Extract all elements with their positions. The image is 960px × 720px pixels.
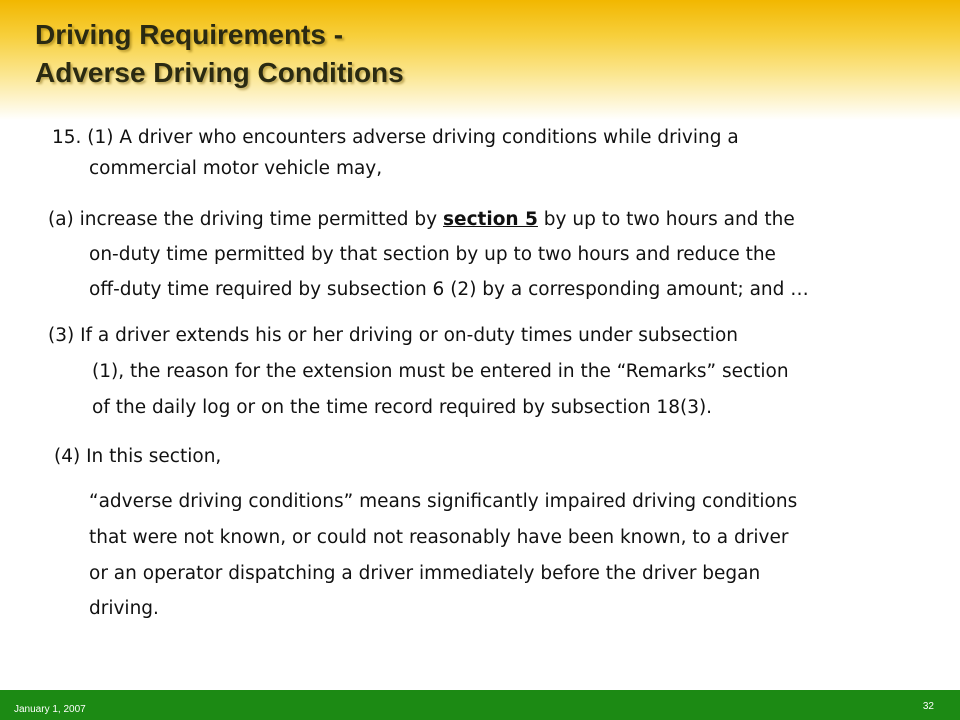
para-3-line-3: of the daily log or on the time record required by subsection 18(3).	[92, 397, 713, 418]
para-a-line-3: off-duty time required by subsection 6 (2) by a corresponding amount; and …	[89, 279, 809, 300]
definition-line-4: driving.	[89, 598, 159, 619]
definition-line-3: or an operator dispatching a driver immediately before the driver began	[89, 563, 761, 584]
para-4-line-1: (4) In this section,	[54, 446, 222, 467]
para-15-line-2: commercial motor vehicle may,	[89, 158, 383, 179]
definition-line-1: “adverse driving conditions” means significantly impaired driving conditions	[89, 491, 798, 512]
title-line-2: Adverse Driving Conditions	[35, 57, 404, 88]
footer-bar	[0, 690, 960, 720]
para-a-text-post: by up to two hours and the	[537, 209, 795, 230]
page-number: 32	[922, 701, 934, 712]
para-3-line-1: (3) If a driver extends his or her driving or on-duty times under subsection	[48, 325, 738, 346]
para-a-line-2: on-duty time permitted by that section by up to two hours and reduce the	[89, 244, 776, 265]
para-3-line-2: (1), the reason for the extension must be entered in the “Remarks” section	[92, 361, 789, 382]
para-a-text-pre: (a) increase the driving time permitted by	[48, 209, 444, 230]
footer-date: January 1, 2007	[14, 704, 86, 715]
section-5-reference: section 5	[443, 209, 538, 230]
para-15-line-1: 15. (1) A driver who encounters adverse driving conditions while driving a	[52, 127, 739, 148]
title-line-1: Driving Requirements -	[35, 19, 344, 50]
definition-line-2: that were not known, or could not reasonably have been known, to a driver	[89, 527, 789, 548]
para-a-line-1	[48, 208, 795, 232]
